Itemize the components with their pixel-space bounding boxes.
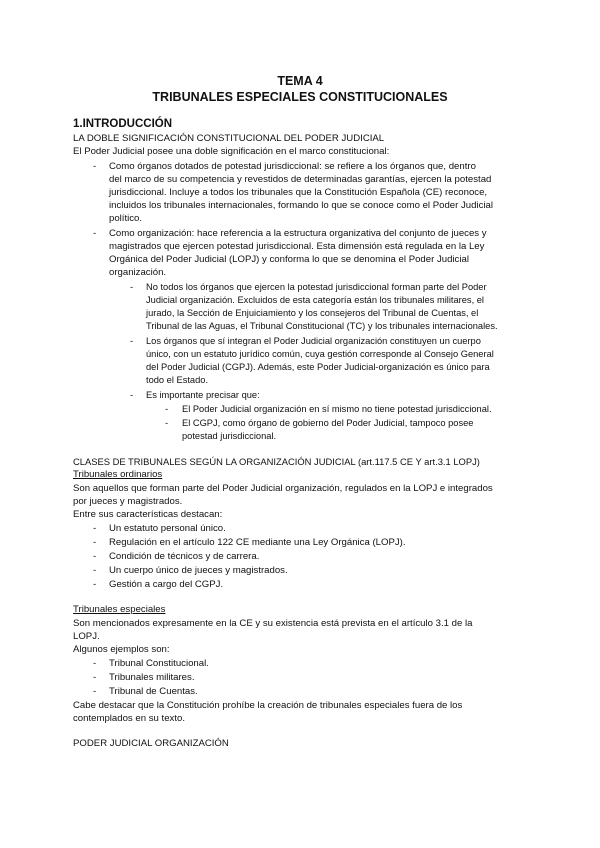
sub1-line: No todos los órganos que ejercen la potestad jurisdiccional forman parte del Poder (146, 282, 487, 292)
bullet-dash: - (93, 537, 97, 548)
caracteristica-item: Condición de técnicos y de carrera. (109, 551, 260, 562)
closing-text: Cabe destacar que la Constitución prohíbe la creación de tribunales especiales fuera de los (73, 700, 463, 711)
sub1-line: Judicial organización. Excluidos de esta categoría están los tribunales militares, el (146, 295, 484, 305)
document-title-line1: TEMA 4 (277, 74, 323, 88)
bullet-dash: - (93, 523, 97, 534)
bullet2-line: magistrados que ejercen potestad jurisdiccional. Esta dimensión está regulada en la Ley (109, 241, 485, 252)
especiales-text: LOPJ. (73, 631, 100, 642)
bullet1-line: incluidos los tribunales internacionales, formando lo que se conoce como el Poder Judicial (109, 200, 493, 211)
subheading-especiales: Tribunales especiales (73, 604, 166, 615)
ordinarios-text: por jueces y magistrados. (73, 496, 183, 507)
bullet2-line: organización. (109, 267, 167, 278)
bullet1-line: jurisdiccional. Incluye a todos los tribunales que la Constitución Española (CE) reconoce, (109, 187, 488, 198)
caracteristica-item: Un estatuto personal único. (109, 523, 226, 534)
sub2-line: del Poder Judicial (CGPJ). Además, este Poder Judicial-organización es único para (146, 362, 490, 372)
bullet-dash: - (93, 658, 97, 669)
document-title-line2: TRIBUNALES ESPECIALES CONSTITUCIONALES (152, 90, 448, 104)
sub1-line: jurado, la Sección de Enjuiciamiento y los consejeros del Tribunal de Cuentas, el (146, 308, 479, 318)
bullet-dash: - (93, 161, 97, 172)
sub2-line: único, con un estatuto jurídico común, cuya gestión corresponde al Consejo General (146, 349, 494, 359)
bullet2-line: Orgánica del Poder Judicial (LOPJ) y conforma lo que se denomina el Poder Judicial (109, 254, 469, 265)
ejemplos-intro: Algunos ejemplos son: (73, 644, 170, 655)
caracteristica-item: Gestión a cargo del CGPJ. (109, 579, 224, 590)
sub-bullet-dash: - (130, 390, 134, 401)
bullet1-line: Como órganos dotados de potestad jurisdiccional: se refiere a los órganos que, dentro (109, 161, 476, 172)
caracteristica-item: Regulación en el artículo 122 CE mediante una Ley Orgánica (LOPJ). (109, 537, 406, 548)
section-heading-clases: CLASES DE TRIBUNALES SEGÚN LA ORGANIZACIÓN JUDICIAL (art.117.5 CE Y art.3.1 LOPJ) (73, 456, 480, 467)
section-heading-poder-judicial: PODER JUDICIAL ORGANIZACIÓN (73, 738, 229, 749)
bullet-dash: - (93, 672, 97, 683)
subsub-bullet-dash: - (165, 404, 169, 415)
section-heading-introduccion: 1.INTRODUCCIÓN (73, 118, 173, 130)
ejemplo-item: Tribunales militares. (109, 672, 195, 683)
sub-bullet-dash: - (130, 336, 134, 347)
ejemplo-item: Tribunal de Cuentas. (109, 686, 198, 697)
bullet1-line: del marco de su competencia y revestidos de determinadas garantías, ejercen la potestad (109, 174, 492, 185)
subsub1-line: El Poder Judicial organización en sí mismo no tiene potestad jurisdiccional. (182, 404, 492, 414)
closing-text: contemplados en su texto. (73, 713, 185, 724)
bullet-dash: - (93, 228, 97, 239)
intro-paragraph: El Poder Judicial posee una doble significación en el marco constitucional: (73, 146, 390, 157)
bullet-dash: - (93, 686, 97, 697)
caracteristica-item: Un cuerpo único de jueces y magistrados. (109, 565, 288, 576)
bullet2-line: Como organización: hace referencia a la estructura organizativa del conjunto de jueces y (109, 228, 487, 239)
sub3-line: Es importante precisar que: (146, 390, 260, 400)
subsub2-line: potestad jurisdiccional. (182, 431, 277, 441)
bullet-dash: - (93, 551, 97, 562)
sub1-line: Tribunal de las Aguas, el Tribunal Constitucional (TC) y los tribunales internacionales. (146, 321, 498, 331)
bullet-dash: - (93, 565, 97, 576)
subheading-doble-significacion: LA DOBLE SIGNIFICACIÓN CONSTITUCIONAL DEL PODER JUDICIAL (73, 133, 385, 144)
sub2-line: todo el Estado. (146, 375, 209, 385)
bullet1-line: político. (109, 213, 143, 224)
ejemplo-item: Tribunal Constitucional. (109, 658, 209, 669)
especiales-text: Son mencionados expresamente en la CE y su existencia está prevista en el artículo 3.1 de la (73, 618, 473, 629)
subheading-ordinarios: Tribunales ordinarios (73, 469, 163, 480)
sub2-line: Los órganos que sí integran el Poder Judicial organización constituyen un cuerpo (146, 336, 481, 346)
ordinarios-text: Son aquellos que forman parte del Poder Judicial organización, regulados en la LOPJ e integrados (73, 483, 493, 494)
sub-bullet-dash: - (130, 282, 134, 293)
subsub-bullet-dash: - (165, 418, 169, 429)
caracteristicas-intro: Entre sus características destacan: (73, 509, 223, 520)
subsub2-line: El CGPJ, como órgano de gobierno del Poder Judicial, tampoco posee (182, 418, 474, 428)
bullet-dash: - (93, 579, 97, 590)
